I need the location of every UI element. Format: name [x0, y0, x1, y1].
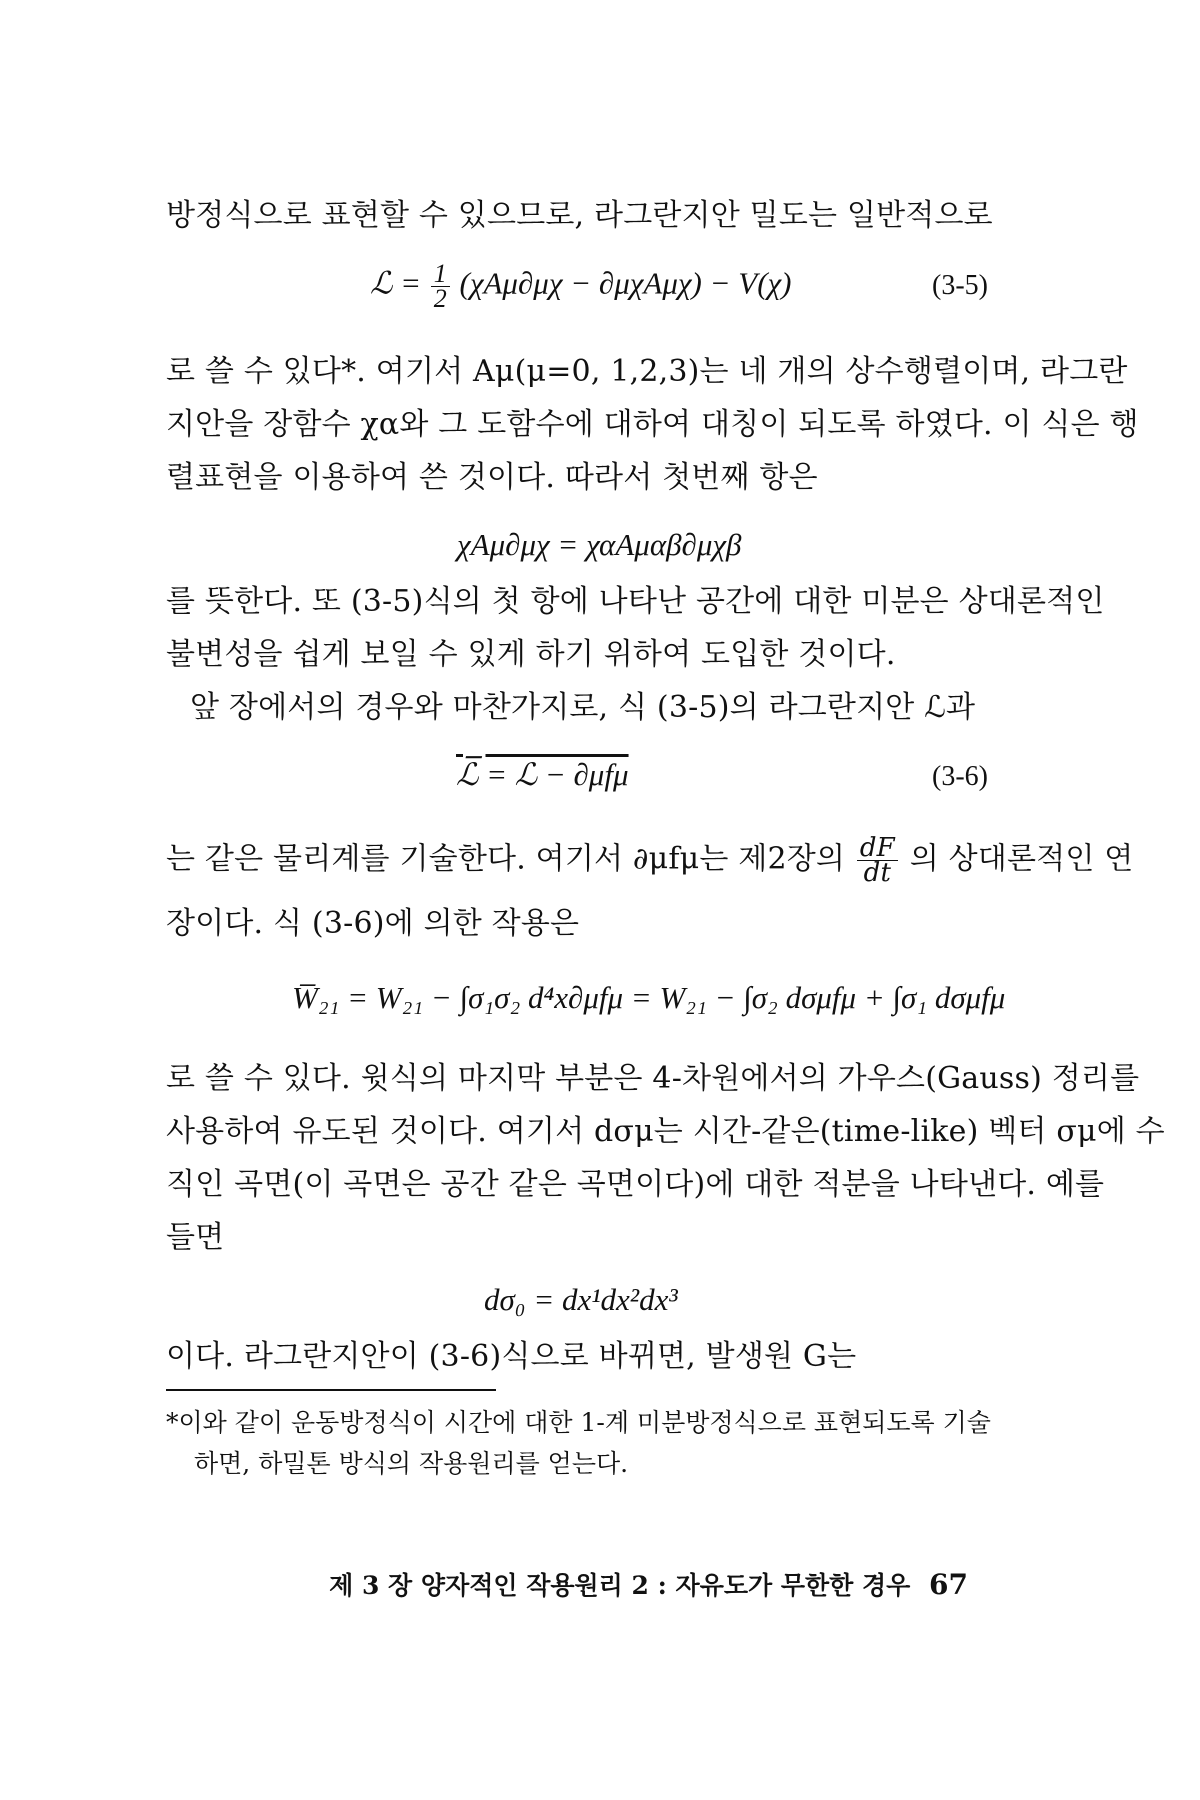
text-line: 방정식으로 표현할 수 있으므로, 라그란지안 밀도는 일반적으로	[166, 198, 993, 233]
running-head: 제 3 장 양자적인 작용원리 2 : 자유도가 무한한 경우	[329, 1571, 911, 1600]
equation-d-sigma: dσ₀ = dx¹dx²dx³	[484, 1282, 678, 1317]
fraction-numerator: 1	[431, 262, 450, 287]
text-line: 불변성을 쉽게 보일 수 있게 하기 위하여 도입한 것이다.	[166, 637, 896, 672]
page-footer	[329, 1566, 968, 1602]
equation-action: W̅₂₁ = W₂₁ − ∫σ₁σ₂ d⁴x∂μfμ = W₂₁ − ∫σ₂ dσμfμ + ∫σ₁ dσμfμ	[292, 980, 1006, 1015]
equation-first-term: χAμ∂μχ = χαAμαβ∂μχβ	[457, 527, 742, 562]
text-line: 들면	[166, 1220, 225, 1255]
footnote-line: 하면, 하밀톤 방식의 작용원리를 얻는다.	[194, 1449, 629, 1478]
text-line: 를 뜻한다. 또 (3-5)식의 첫 항에 나타난 공간에 대한 미분은 상대론적인	[166, 584, 1105, 619]
fraction-one-half	[431, 259, 450, 313]
fraction-dF-dt	[857, 833, 898, 888]
text-line: 장이다. 식 (3-6)에 의한 작용은	[166, 906, 580, 941]
text-line: 이다. 라그란지안이 (3-6)식으로 바뀌면, 발생원 G는	[166, 1339, 857, 1374]
fraction-numerator: dF	[857, 836, 898, 861]
fraction-denominator: dt	[863, 858, 892, 888]
page-number: 67	[929, 1568, 968, 1601]
text-line: 렬표현을 이용하여 쓴 것이다. 따라서 첫번째 항은	[166, 460, 818, 495]
equation-number: (3-5)	[932, 270, 988, 301]
text-line	[166, 833, 1134, 888]
equation-number: (3-6)	[932, 761, 988, 792]
text-segment: 는 같은 물리계를 기술한다. 여기서 ∂μfμ는 제2장의	[166, 841, 846, 877]
fraction-denominator: 2	[433, 284, 447, 313]
text-line: 앞 장에서의 경우와 마찬가지로, 식 (3-5)의 라그란지안 ℒ과	[190, 690, 976, 725]
text-segment: 의 상대론적인 연	[909, 841, 1134, 877]
text-line: 로 쓸 수 있다*. 여기서 Aμ(μ=0, 1,2,3)는 네 개의 상수행렬이며, 라그란	[166, 354, 1128, 389]
footnote-line: *이와 같이 운동방정식이 시간에 대한 1-계 미분방정식으로 표현되도록 기술	[166, 1408, 991, 1437]
text-line: 지안을 장함수 χα와 그 도함수에 대하여 대칭이 되도록 하였다. 이 식은 행	[166, 407, 1139, 442]
equation-3-6	[456, 755, 629, 795]
equation-3-5	[370, 259, 792, 313]
text-line: 직인 곡면(이 곡면은 공간 같은 곡면이다)에 대한 적분을 나타낸다. 예를	[166, 1167, 1105, 1202]
equation-lhs: ℒ =	[370, 265, 421, 301]
equation-rhs: (χAμ∂μχ − ∂μχAμχ) − V(χ)	[459, 265, 792, 301]
footnote-divider	[166, 1389, 496, 1391]
text-line: 로 쓸 수 있다. 윗식의 마지막 부분은 4-차원에서의 가우스(Gauss) 정리를	[166, 1061, 1140, 1096]
text-line: 사용하여 유도된 것이다. 여기서 dσμ는 시간-같은(time-like) 벡터 σμ에 수	[166, 1114, 1165, 1149]
equation-body: ℒ̅ = ℒ − ∂μfμ	[456, 757, 629, 792]
